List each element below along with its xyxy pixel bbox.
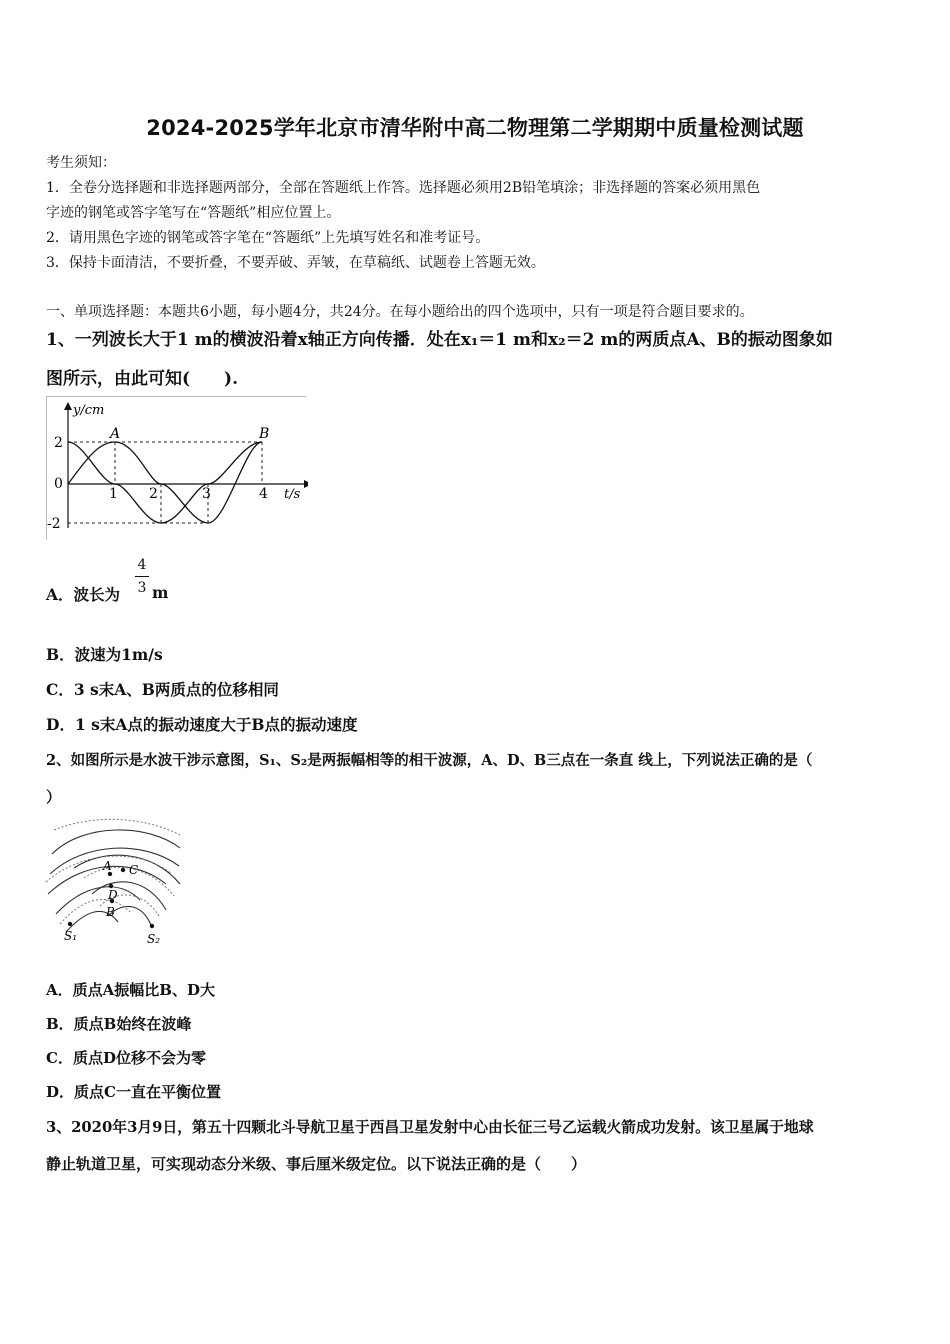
y-axis-label: y/cm [73,403,105,418]
curve-B [68,442,262,523]
q1-option-c[interactable]: C．3 s末A、B两质点的位移相同 [46,680,279,699]
notice-line-1: 1．全卷分选择题和非选择题两部分，全部在答题纸上作答。选择题必须用2B铅笔填涂；非选择题的答案必须用黑色 [46,180,761,196]
interference-figure [44,814,184,950]
question-1-stem-line-2: 图所示，由此可知( ). [46,369,239,389]
fraction-numerator: 4 [137,557,147,573]
question-2-stem-line-2: ） [46,788,62,806]
x-tick-1: 1 [109,486,118,502]
x-tick-4: 4 [259,486,268,502]
source-S1-label: S₁ [64,929,78,943]
vibration-graph [46,396,308,542]
x-tick-2: 2 [149,486,158,502]
q1-option-d[interactable]: D．1 s末A点的振动速度大于B点的振动速度 [46,715,358,734]
notice-line-2: 2．请用黑色字迹的钢笔或答字笔在“答题纸”上先填写姓名和准考证号。 [46,230,490,246]
point-label-A: A [110,426,121,442]
question-3-stem-line-1: 3、2020年3月9日，第五十四颗北斗导航卫星于西昌卫星发射中心由长征三号乙运载火箭成功发射。该卫星属于地球 [46,1119,814,1136]
q2-option-d[interactable]: D．质点C一直在平衡位置 [46,1083,221,1101]
q2-option-a[interactable]: A．质点A振幅比B、D大 [46,981,215,999]
notice-heading: 考生须知： [46,155,116,171]
t-axis-arrow [304,480,308,488]
y-axis-arrow [64,402,72,410]
wave-fronts-s2 [52,830,180,928]
q2-option-c[interactable]: C．质点D位移不会为零 [46,1049,206,1067]
question-2-stem-line-1: 2、如图所示是水波干涉示意图，S₁、S₂是两振幅相等的相干波源，A、D、B三点在一条直 线上，下列说法正确的是（ [46,752,813,769]
q1-option-b[interactable]: B．波速为1m/s [46,645,163,664]
point-C-label: C [129,863,139,877]
page-title: 2024-2025学年北京市清华附中高二物理第二学期期中质量检测试题 [146,116,804,140]
notice-line-1b: 字迹的钢笔或答字笔写在“答题纸”相应位置上。 [46,205,341,221]
fraction-denominator: 3 [137,580,147,596]
y-tick-neg2: -2 [47,516,61,532]
point-label-B: B [259,426,270,442]
point-B-label: B [106,905,115,919]
x-tick-3: 3 [202,486,211,502]
q1-option-a-prefix[interactable]: A．波长为 [46,585,121,604]
q2-option-b[interactable]: B．质点B始终在波峰 [46,1015,192,1033]
question-3-stem-line-2: 静止轨道卫星，可实现动态分米级、事后厘米级定位。以下说法正确的是（ ） [46,1155,587,1173]
q1-option-a-fraction [135,556,149,597]
fraction-bar [135,576,149,577]
source-S2-label: S₂ [147,932,161,946]
point-A-label: A [103,859,112,873]
dashed-guides [68,442,262,523]
question-1-stem-line-1: 1、一列波长大于1 m的横波沿着x轴正方向传播．处在x₁＝1 m和x₂＝2 m的两质点A、B的振动图象如 [46,330,833,350]
q1-option-a-unit: m [152,583,169,602]
point-D-label: D [108,888,118,902]
notice-line-3: 3．保持卡面清洁，不要折叠，不要弄破、弄皱，在草稿纸、试题卷上答题无效。 [46,255,545,271]
origin-label: 0 [54,476,63,492]
t-axis-label: t/s [284,487,301,502]
section-heading: 一、单项选择题：本题共6小题，每小题4分，共24分。在每小题给出的四个选项中，只有一项是符合题目要求的。 [46,304,754,320]
y-tick-2: 2 [54,435,63,451]
curve-A [68,442,262,523]
